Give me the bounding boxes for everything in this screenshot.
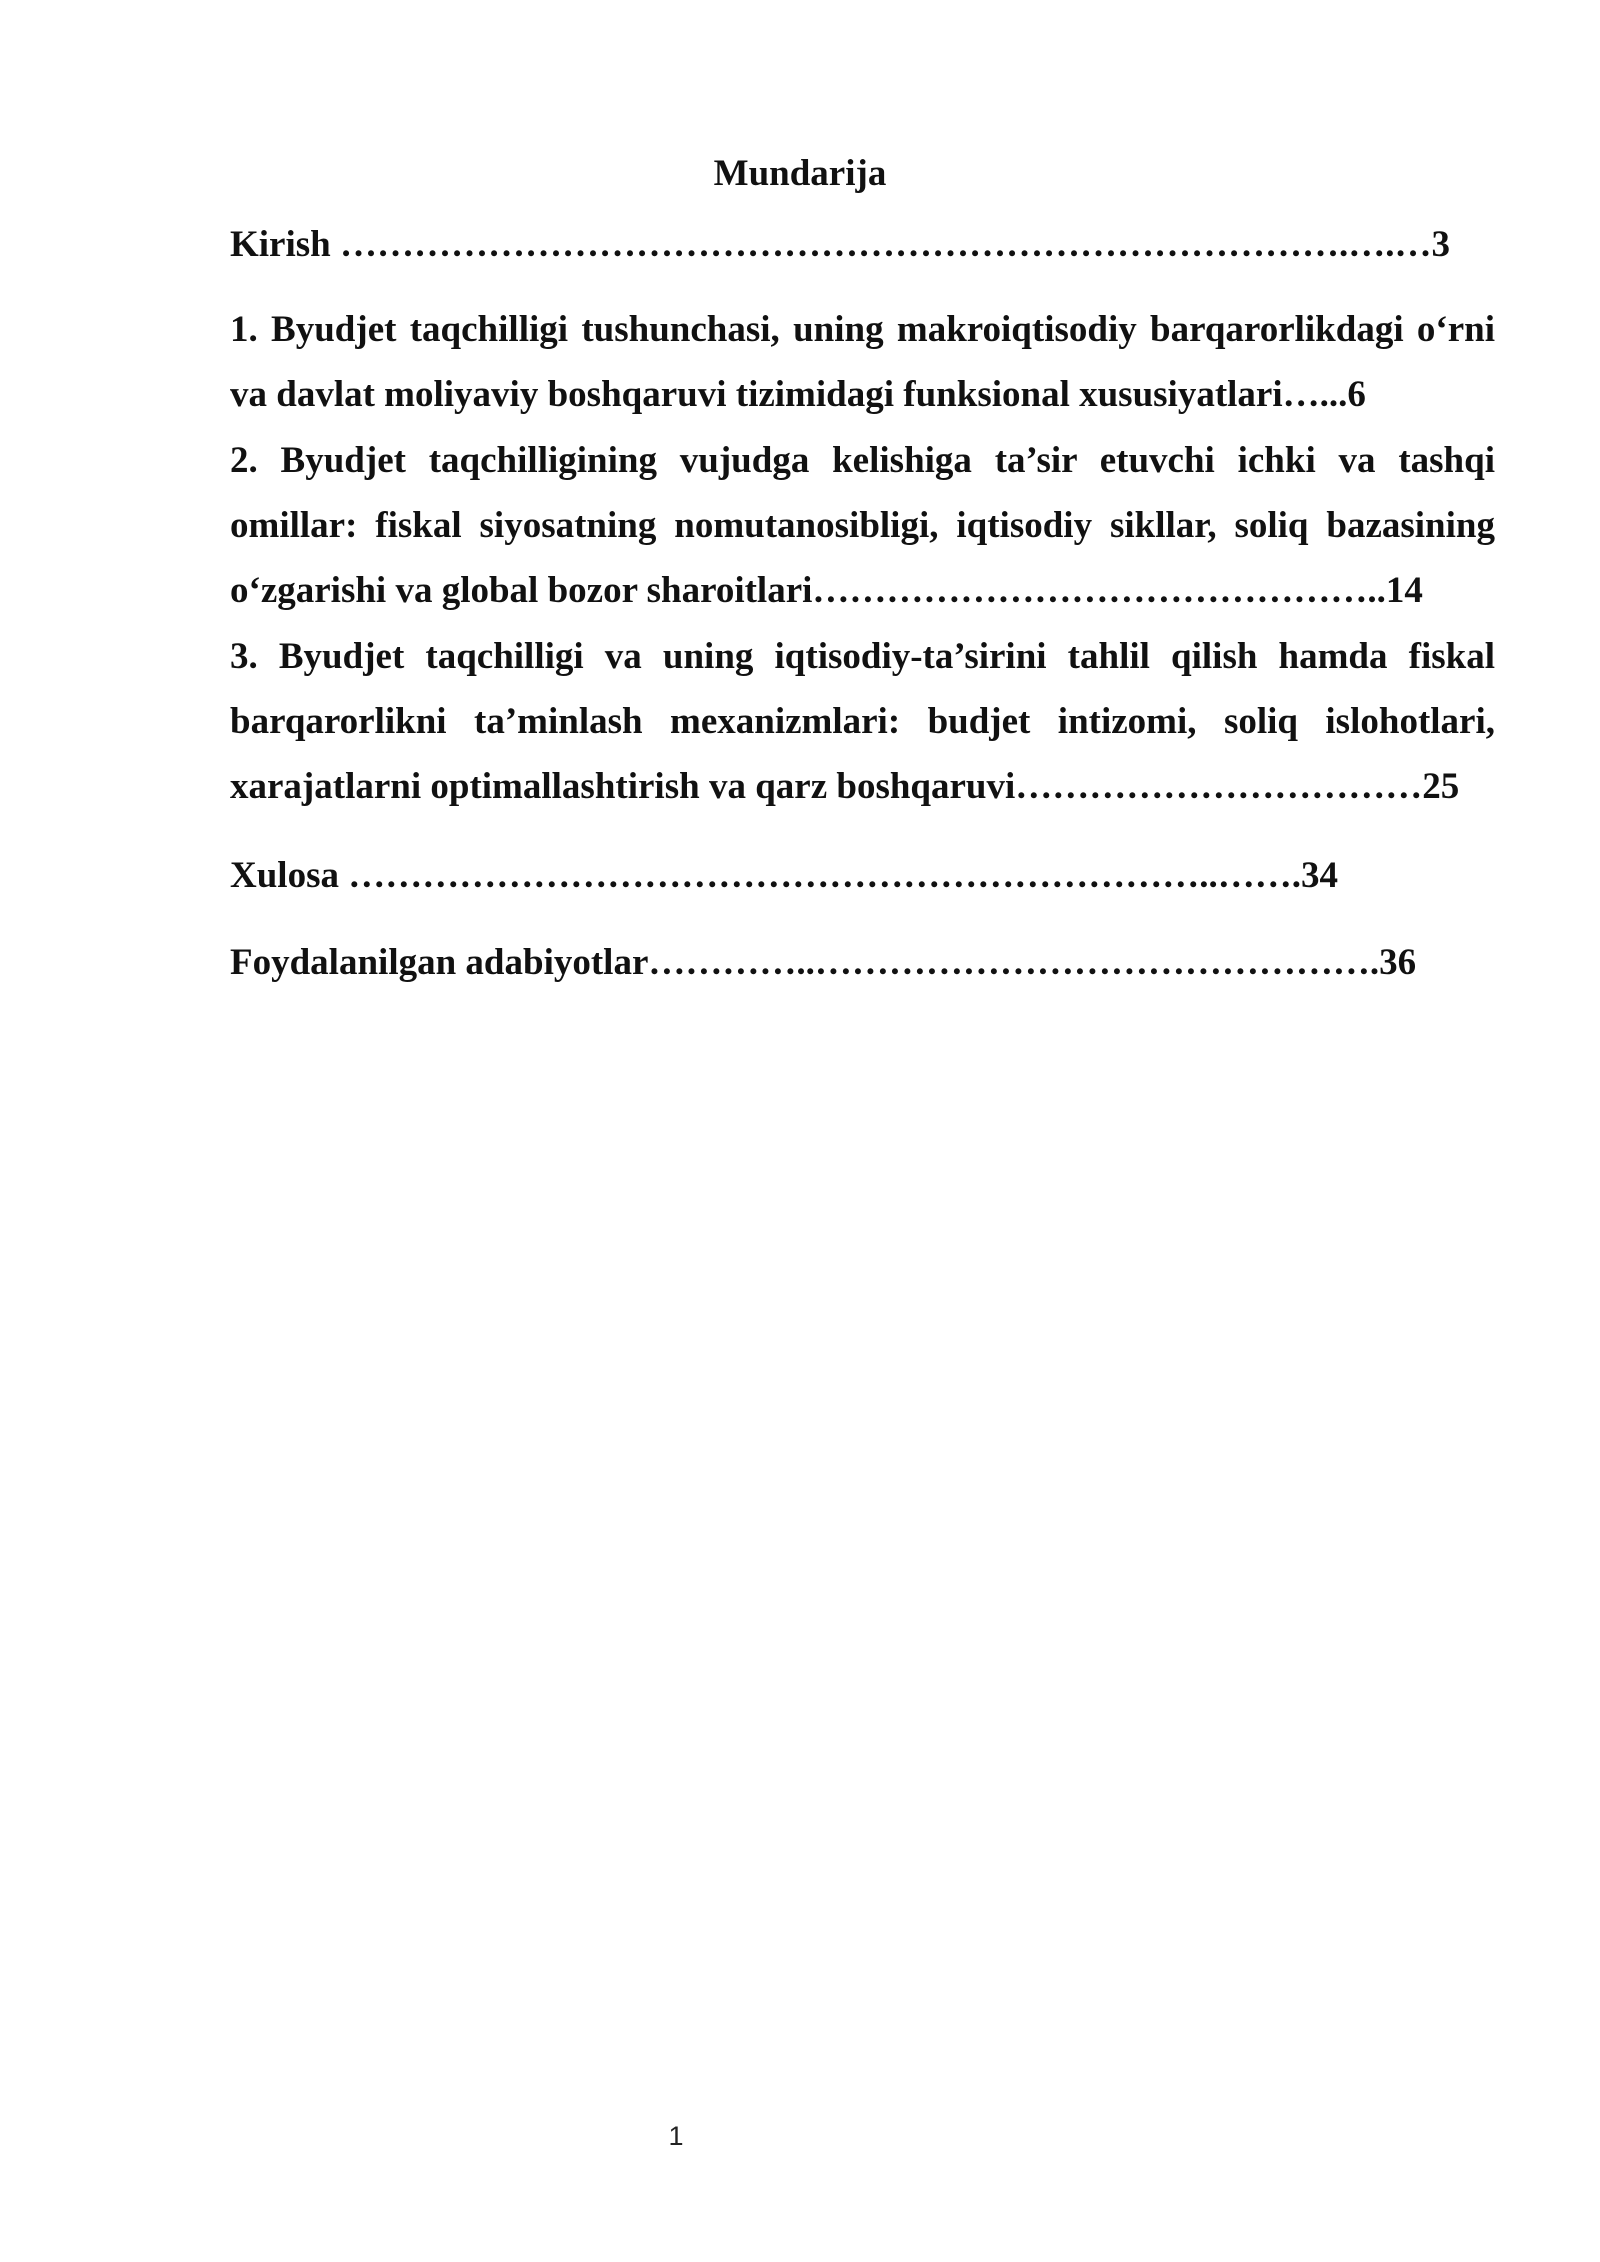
toc-entry-foydalanilgan-text: Foydalanilgan adabiyotlar…………..……………………………………….36: [230, 942, 1417, 983]
page-number: 1: [668, 2121, 684, 2151]
toc-entry-chapter-2-line-1: 2. Byudjet taqchilligining vujudga kelishiga ta’sir etuvchi ichki va tashqi: [230, 440, 1495, 481]
toc-entry-xulosa-text: Xulosa ……………………………………………………………..…….34: [230, 855, 1338, 896]
toc-entry-chapter-1: [230, 297, 1495, 427]
toc-entry-kirish: [230, 212, 1495, 277]
toc-entry-chapter-3-line-1: 3. Byudjet taqchilligi va uning iqtisodiy-ta’sirini tahlil qilish hamda fiskal: [230, 636, 1495, 677]
toc-entry-chapter-1-line-1: 1. Byudjet taqchilligi tushunchasi, uning makroiqtisodiy barqarorlikdagi o‘rni: [230, 309, 1495, 350]
toc-entry-chapter-2-line-3: o‘zgarishi va global bozor sharoitlari………………………………………..14: [230, 570, 1423, 611]
toc-entry-chapter-1-line-2: va davlat moliyaviy boshqaruvi tizimidagi funksional xususiyatlari…...6: [230, 374, 1366, 415]
toc-entry-chapter-3-line-3: xarajatlarni optimallashtirish va qarz boshqaruvi……………………………25: [230, 766, 1460, 807]
toc-entry-chapter-2-line-2: omillar: fiskal siyosatning nomutanosibligi, iqtisodiy sikllar, soliq bazasining: [230, 505, 1495, 546]
toc-entry-chapter-3: [230, 624, 1495, 819]
toc-entry-xulosa: [230, 843, 1495, 908]
page-title: Mundarija: [713, 153, 887, 194]
toc-entry-foydalanilgan-adabiyotlar: [230, 930, 1495, 995]
toc-entry-kirish-text: Kirish ……………………………………………………………………….….…3: [230, 224, 1450, 265]
toc-entry-chapter-3-line-2: barqarorlikni ta’minlash mexanizmlari: budjet intizomi, soliq islohotlari,: [230, 701, 1495, 742]
toc-entry-chapter-2: [230, 428, 1495, 623]
